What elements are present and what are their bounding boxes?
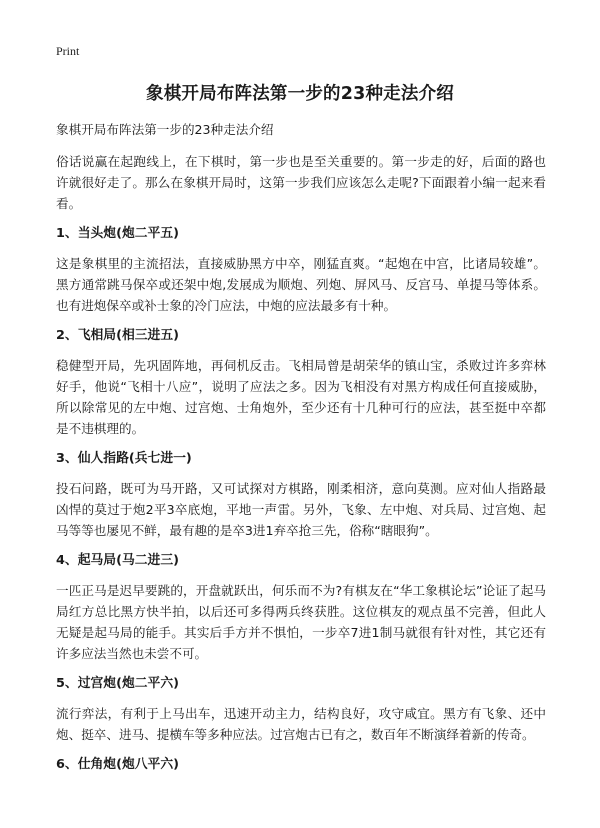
section-heading-2: 2、飞相局(相三进五)	[56, 328, 179, 343]
section-heading-6: 6、仕角炮(炮八平六)	[56, 757, 179, 772]
section-heading-3: 3、仙人指路(兵七进一)	[56, 451, 192, 466]
section-heading-5: 5、过宫炮(炮二平六)	[56, 676, 179, 691]
section-body-1: 这是象棋里的主流招法，直接威胁黑方中卒，刚猛直爽。“起炮在中宫，比诸局较雄”。黑方通常跳马保卒或还架中炮,发展成为顺炮、列炮、屏风马、反宫马、单提马等体系。也有进炮保卒或补士象的冷门应法，中炮的应法最多有十种。	[56, 256, 546, 313]
section-heading-1: 1、当头炮(炮二平五)	[56, 226, 179, 241]
section-body-2: 稳健型开局，先巩固阵地，再伺机反击。飞相局曾是胡荣华的镇山宝，杀败过许多弈林好手，他说“飞相十八应”，说明了应法之多。因为飞相没有对黑方构成任何直接威胁，所以除常见的左中炮、过宫炮、士角炮外，至少还有十几种可行的应法，甚至挺中卒都是不违棋理的。	[56, 358, 546, 436]
section-body-3: 投石问路，既可为马开路，又可试探对方棋路，刚柔相济，意向莫测。应对仙人指路最凶悍的莫过于炮2平3卒底炮，平地一声雷。另外，飞象、左中炮、对兵局、过宫炮、起马等等也屡见不鲜，最有趣的是卒3进1弃卒抢三先，俗称“瞎眼狗”。	[56, 481, 546, 538]
section-heading-4: 4、起马局(马二进三)	[56, 553, 179, 568]
section-body-4: 一匹正马是迟早要跳的，开盘就跃出，何乐而不为?有棋友在“华工象棋论坛”论证了起马局红方总比黑方快半拍，以后还可多得两兵终获胜。这位棋友的观点虽不完善，但此人无疑是起马局的能手。其实后手方并不惧怕，一步卒7进1制马就很有针对性，其它还有许多应法当然也未尝不可。	[56, 583, 546, 661]
intro-paragraph: 俗话说赢在起跑线上，在下棋时，第一步也是至关重要的。第一步走的好，后面的路也许就很好走了。那么在象棋开局时，这第一步我们应该怎么走呢?下面跟着小编一起来看看。	[56, 154, 546, 211]
document-subtitle: 象棋开局布阵法第一步的23种走法介绍	[56, 122, 274, 137]
document-title: 象棋开局布阵法第一步的23种走法介绍	[146, 84, 454, 104]
print-label: Print	[56, 44, 80, 58]
document-body	[56, 119, 546, 784]
section-body-5: 流行弈法，有利于上马出车，迅速开动主力，结构良好，攻守咸宜。黑方有飞象、还中炮、挺卒、进马、提横车等多种应法。过宫炮古已有之，数百年不断演绎着新的传奇。	[56, 706, 546, 742]
